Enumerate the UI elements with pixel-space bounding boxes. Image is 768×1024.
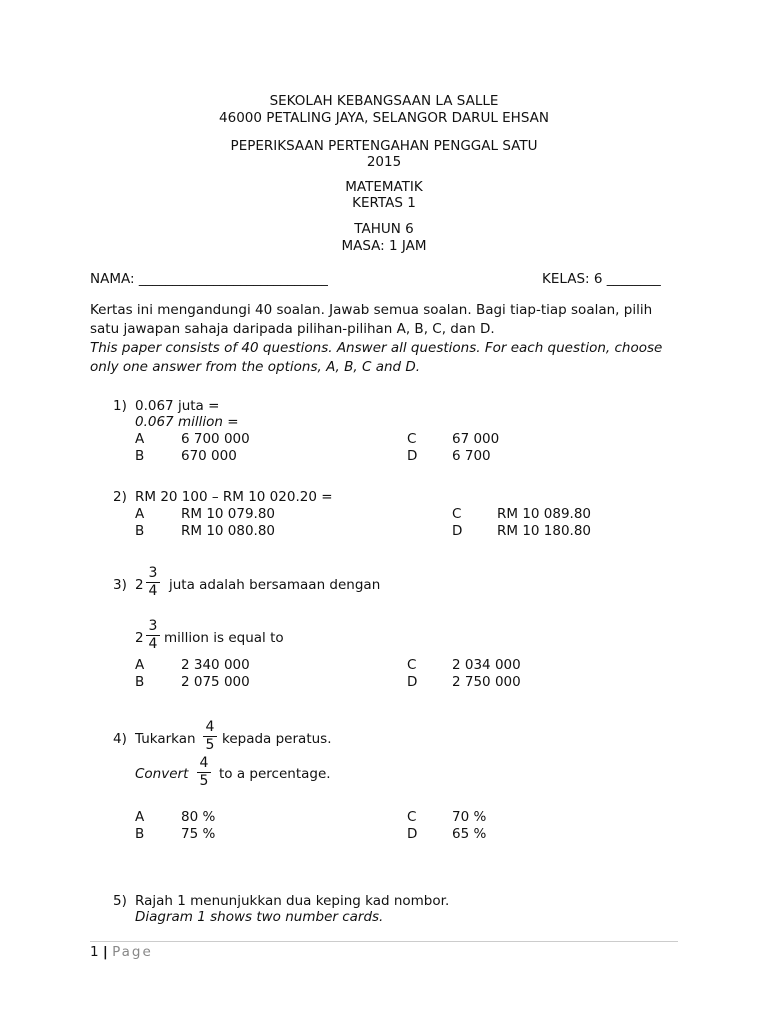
mixed-number-whole: 2: [135, 577, 144, 593]
subject: MATEMATIK: [345, 179, 423, 195]
question-number: 1): [113, 398, 127, 414]
option-letter: B: [135, 826, 145, 842]
option-letter: B: [135, 674, 145, 690]
option-value: 70 %: [452, 809, 487, 825]
question-text-english: to a percentage.: [219, 766, 331, 782]
duration: MASA: 1 JAM: [341, 238, 427, 254]
school-address: 46000 PETALING JAYA, SELANGOR DARUL EHSAN: [219, 110, 549, 126]
question-text-english: million is equal to: [164, 630, 284, 646]
instructions-malay-2: satu jawapan sahaja daripada pilihan-pilihan A, B, C, dan D.: [90, 321, 495, 337]
instructions-malay-1: Kertas ini mengandungi 40 soalan. Jawab semua soalan. Bagi tiap-tiap soalan, pilih: [90, 302, 653, 318]
question-number: 3): [113, 577, 127, 593]
fraction: [197, 756, 211, 789]
option-value: RM 10 180.80: [497, 523, 592, 539]
option-letter: A: [135, 431, 145, 447]
option-value: 2 750 000: [452, 674, 521, 690]
option-value: 65 %: [452, 826, 487, 842]
option-letter: C: [452, 506, 462, 522]
option-value: 2 340 000: [181, 657, 250, 673]
option-value: 2 034 000: [452, 657, 521, 673]
option-value: 80 %: [181, 809, 216, 825]
question-text-english: Convert: [135, 766, 189, 782]
option-letter: C: [407, 657, 417, 673]
question-text: RM 20 100 – RM 10 020.20 =: [135, 489, 333, 505]
option-letter: C: [407, 809, 417, 825]
option-value: RM 10 080.80: [181, 523, 276, 539]
option-letter: A: [135, 809, 145, 825]
question-text-english: Diagram 1 shows two number cards.: [135, 909, 384, 925]
fraction-denominator: 4: [148, 583, 158, 599]
option-value: 6 700: [452, 448, 491, 464]
option-value: 67 000: [452, 431, 500, 447]
question-text: 0.067 juta =: [135, 398, 220, 414]
name-field[interactable]: NAMA: ____________________________: [90, 271, 328, 287]
class-field[interactable]: KELAS: 6 ________: [542, 271, 661, 287]
paper-number: KERTAS 1: [352, 195, 416, 211]
option-letter: D: [407, 674, 418, 690]
page-label: Page: [112, 944, 153, 960]
page-footer: [90, 944, 153, 960]
question-text: Tukarkan: [135, 731, 196, 747]
fraction: [146, 566, 160, 599]
fraction-denominator: 5: [199, 773, 209, 789]
question-text: juta adalah bersamaan dengan: [169, 577, 381, 593]
option-value: 670 000: [181, 448, 237, 464]
fraction-denominator: 5: [205, 737, 215, 753]
fraction-denominator: 4: [148, 636, 158, 652]
question-text-english: 0.067 million =: [135, 414, 239, 430]
option-letter: B: [135, 448, 145, 464]
option-letter: D: [407, 448, 418, 464]
option-value: 2 075 000: [181, 674, 250, 690]
option-value: RM 10 079.80: [181, 506, 276, 522]
option-letter: D: [452, 523, 463, 539]
option-letter: D: [407, 826, 418, 842]
exam-title: PEPERIKSAAN PERTENGAHAN PENGGAL SATU: [230, 138, 538, 154]
page-separator: |: [102, 944, 108, 960]
fraction-numerator: 4: [205, 719, 215, 735]
fraction-numerator: 4: [199, 755, 209, 771]
question-number: 4): [113, 731, 127, 747]
option-letter: A: [135, 657, 145, 673]
question-text: kepada peratus.: [222, 731, 332, 747]
option-value: RM 10 089.80: [497, 506, 592, 522]
question-text: Rajah 1 menunjukkan dua keping kad nombor.: [135, 893, 450, 909]
fraction-numerator: 3: [148, 565, 158, 581]
option-letter: B: [135, 523, 145, 539]
option-letter: C: [407, 431, 417, 447]
question-number: 5): [113, 893, 127, 909]
exam-year: 2015: [366, 154, 402, 170]
question-number: 2): [113, 489, 127, 505]
option-value: 6 700 000: [181, 431, 250, 447]
mixed-number-whole: 2: [135, 630, 144, 646]
page-number: 1: [90, 944, 99, 960]
fraction: [203, 720, 217, 753]
footer-divider: [90, 941, 678, 942]
school-name: SEKOLAH KEBANGSAAN LA SALLE: [269, 93, 499, 109]
instructions-english-1: This paper consists of 40 questions. Answer all questions. For each question, choose: [90, 340, 663, 356]
option-value: 75 %: [181, 826, 216, 842]
instructions-english-2: only one answer from the options, A, B, C and D.: [90, 359, 421, 375]
grade: TAHUN 6: [354, 221, 414, 237]
fraction-numerator: 3: [148, 618, 158, 634]
fraction: [146, 619, 160, 652]
option-letter: A: [135, 506, 145, 522]
